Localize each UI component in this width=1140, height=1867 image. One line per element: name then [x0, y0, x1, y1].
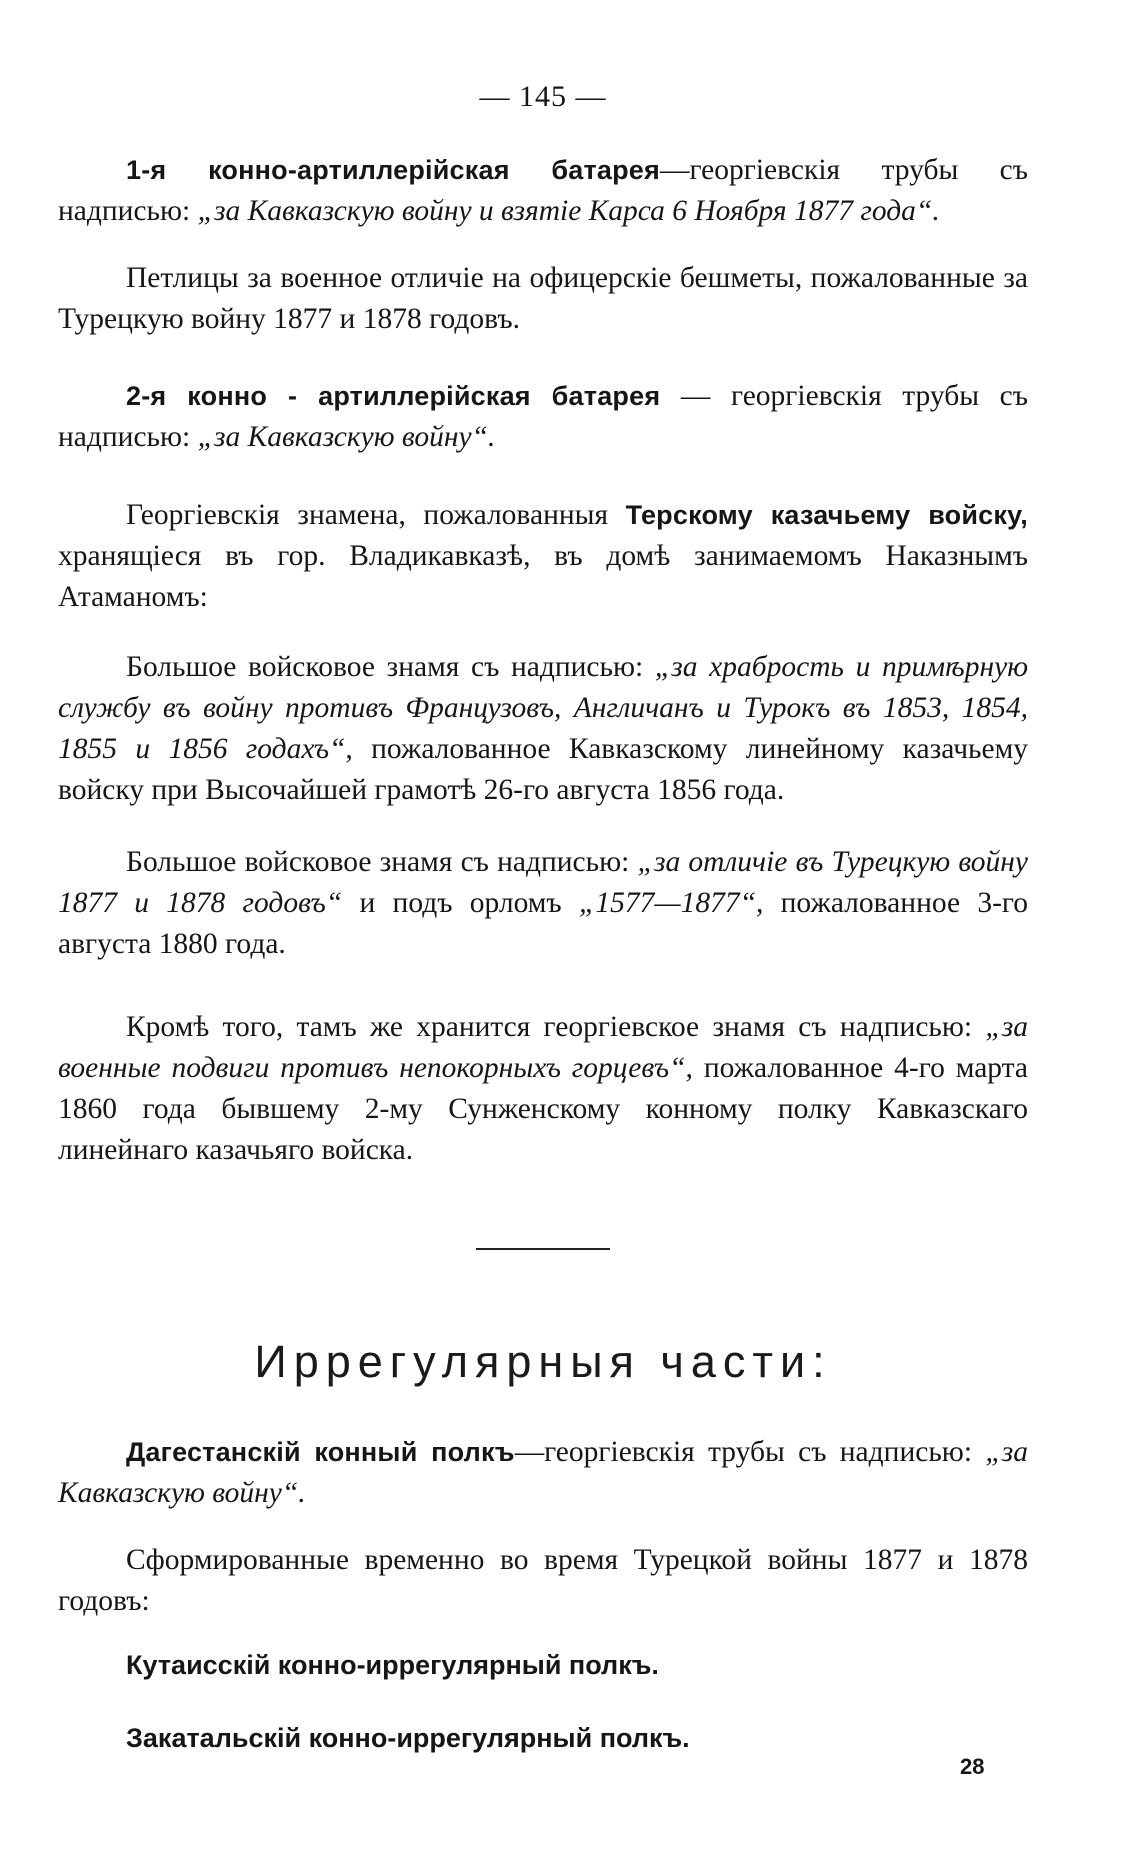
- unit-name: 1-я конно-артиллерійская батарея: [126, 155, 660, 185]
- unit-name: Дагестанскій конный полкъ: [126, 1437, 515, 1467]
- paragraph-text: Георгіевскія знамена, пожалованныя: [126, 499, 626, 531]
- paragraph-text: —георгіевскія трубы съ надписью:: [514, 1436, 986, 1468]
- paragraph-buttonholes: [58, 258, 1028, 340]
- paragraph-large-banner-2: [58, 842, 1028, 965]
- paragraph-first-battery: [58, 150, 1028, 232]
- inscription-text: „за Кавказскую войну и взятіе Карса 6 Ноября 1877 года“.: [197, 195, 940, 227]
- unit-name: 2-я конно - артиллерійская батарея: [126, 381, 661, 411]
- unit-zakatala: Закатальскій конно-иррегулярный полкъ.: [126, 1723, 690, 1753]
- page-number: — 145 —: [479, 80, 607, 113]
- inscription-text: „за храбрость и примѣрную службу въ войну противъ Французовъ, Англичанъ и Турокъ въ 1853, 1854, 1855 и 1856 годахъ“,: [58, 651, 1028, 765]
- paragraph-terek-banners: [58, 495, 1028, 618]
- section-divider: [476, 1248, 610, 1250]
- sheet-signature-number: 28: [960, 1754, 985, 1779]
- paragraph-text: Кромѣ того, тамъ же хранится георгіевское знамя съ надписью:: [126, 1011, 986, 1043]
- paragraph-text-end: пожалованное 3-го августа 1880 года.: [58, 887, 1029, 960]
- paragraph-large-banner-1: [58, 647, 1028, 811]
- inscription-text: „за военные подвиги противъ непокорныхъ горцевъ“,: [58, 1011, 1028, 1084]
- paragraph-text: Петлицы за военное отличіе на офицерскіе бешметы, пожалованные за Турецкую войну 1877 и 1878 годовъ.: [58, 262, 1028, 335]
- book-page: [58, 0, 1028, 1867]
- paragraph-second-battery: [58, 376, 1028, 458]
- section-title: Иррегулярныя части:: [254, 1336, 832, 1387]
- paragraph-text: Сформированные временно во время Турецкой войны 1877 и 1878 годовъ:: [58, 1544, 1028, 1617]
- inscription-years: „1577—1877“,: [578, 887, 764, 919]
- unit-name: Терскому казачьему войску,: [625, 500, 1028, 530]
- paragraph-text-mid: и подъ орломъ: [342, 887, 579, 919]
- paragraph-text: — георгіевскія трубы съ надписью:: [58, 380, 1029, 453]
- unit-kutais: Кутаисскій конно-иррегулярный полкъ.: [126, 1650, 659, 1680]
- paragraph-george-banner: [58, 1007, 1028, 1171]
- paragraph-dagestan-regiment: [58, 1432, 1028, 1514]
- inscription-text: „за Кавказскую войну“.: [58, 1436, 1028, 1509]
- paragraph-text-end: пожалованное 4-го марта 1860 года бывшему 2-му Сунженскому конному полку Кавказскаго линейнаго казачьяго войска.: [58, 1052, 1028, 1166]
- inscription-text: „за Кавказскую войну“.: [197, 421, 496, 453]
- paragraph-text-end: пожалованное Кавказскому линейному казачьему войску при Высочайшей грамотѣ 26-го августа 1856 года.: [58, 733, 1029, 806]
- paragraph-text: Большое войсковое знамя съ надписью:: [126, 846, 638, 878]
- paragraph-temporary-units: [58, 1540, 1028, 1622]
- paragraph-text: —георгіевскія трубы съ надписью:: [58, 154, 1028, 227]
- paragraph-text-end: хранящіеся въ гор. Владикавказѣ, въ домѣ занимаемомъ Наказнымъ Атаманомъ:: [58, 540, 1028, 613]
- paragraph-text: Большое войсковое знамя съ надписью:: [126, 651, 655, 683]
- inscription-text: „за отличіе въ Турецкую войну 1877 и 1878 годовъ“: [58, 846, 1028, 919]
